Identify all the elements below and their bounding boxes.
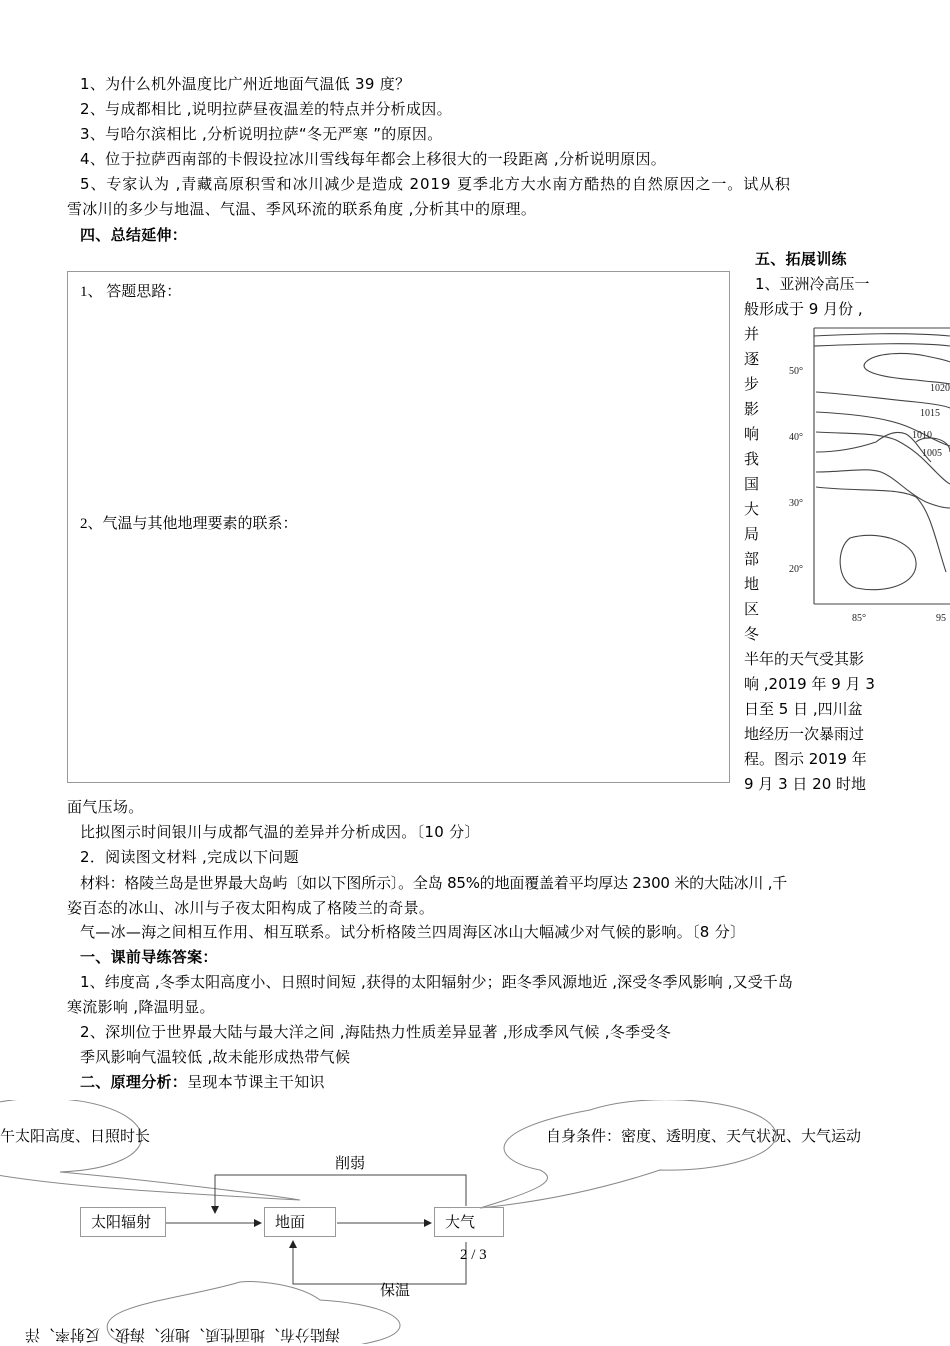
- material-line-2: 姿百态的冰山、冰川与子夜太阳构成了格陵兰的奇景。: [67, 899, 435, 917]
- lat-label: 40°: [789, 432, 803, 443]
- insulate-label: 保温: [380, 1283, 411, 1299]
- right-bubble-outline: [480, 1100, 776, 1208]
- q1-vchar: 部: [744, 550, 760, 568]
- answer-2-line-2: 季风影响气温较低 ,故未能形成热带气候: [80, 1048, 351, 1066]
- isobar-line: [816, 392, 950, 408]
- isobar-closed-low: [840, 535, 916, 589]
- q1-tail-line: 日至 5 日 ,四川盆: [744, 700, 863, 718]
- q1-tail-line: 程。图示 2019 年: [744, 750, 867, 768]
- material-line-1: 材料：格陵兰岛是世界最大岛屿〔如以下图所示〕。全岛 85%的地面覆盖着平均厚达 2300 米的大陆冰川 ,千: [80, 874, 788, 892]
- right-bubble-text: 自身条件：密度、透明度、天气状况、大气运动: [546, 1129, 862, 1145]
- answer-1-line-1: 1、纬度高 ,冬季太阳高度小、日照时间短 ,获得的太阳辐射少；距冬季风源地近 ,深受冬季风影响 ,又受千岛: [80, 973, 793, 991]
- principle-title: [80, 1072, 325, 1092]
- isobar-line: [814, 344, 950, 346]
- section-5-title: 五、拓展训练: [755, 250, 847, 268]
- arrowhead: [254, 1219, 262, 1227]
- summary-item-1: 1、 答题思路：: [80, 284, 182, 300]
- q1-vchar: 地: [744, 575, 760, 593]
- answer-1-line-2: 寒流影响 ,降温明显。: [67, 998, 215, 1016]
- answer-2-line-1: 2、深圳位于世界最大陆与最大洋之间 ,海陆热力性质差异显著 ,形成季风气候 ,冬季受冬: [80, 1023, 672, 1041]
- lon-label: 95: [936, 613, 946, 624]
- isobar-line: [866, 354, 950, 362]
- insulate-arrow: [293, 1242, 466, 1284]
- lat-label: 30°: [789, 498, 803, 509]
- q2-title: 2．阅读图文材料 ,完成以下问题: [80, 848, 299, 866]
- q1-vchar: 我: [744, 450, 760, 468]
- pressure-map: [786, 322, 950, 628]
- pressure-field-line: 面气压场。: [67, 798, 144, 816]
- q1-tail-line: 地经历一次暴雨过: [744, 725, 865, 743]
- weaken-arrow: [215, 1175, 466, 1208]
- q1-vchar: 大: [744, 500, 760, 518]
- weaken-label: 削弱: [335, 1156, 366, 1172]
- question-4: 4、位于拉萨西南部的卡假设拉冰川雪线每年都会上移很大的一段距离 ,分析说明原因。: [80, 150, 667, 168]
- lat-label: 50°: [789, 366, 803, 377]
- q1-vchar: 步: [744, 375, 760, 393]
- principle-label: 二、原理分析：: [80, 1073, 188, 1091]
- principle-text: 呈现本节课主干知识: [187, 1073, 325, 1091]
- ice-sea-question: 气—冰—海之间相互作用、相互联系。试分析格陵兰四周海区冰山大幅减少对气候的影响。〔8 分〕: [80, 923, 746, 941]
- question-5-cont: 雪冰川的多少与地温、气温、季风环流的联系角度 ,分析其中的原理。: [67, 200, 537, 218]
- question-2: 2、与成都相比 ,说明拉萨昼夜温差的特点并分析成因。: [80, 100, 452, 118]
- isobar-label: 1015: [920, 408, 940, 419]
- question-3: 3、与哈尔滨相比 ,分析说明拉萨“冬无严寒 ”的原因。: [80, 125, 443, 143]
- lon-label: 85°: [852, 613, 866, 624]
- arrowhead: [211, 1206, 219, 1214]
- q1-vchar: 冬: [744, 625, 760, 643]
- question-1: 1、为什么机外温度比广州近地面气温低 39 度？: [80, 75, 411, 93]
- left-bubble-outline: [0, 1100, 300, 1200]
- node-atmosphere: 大气: [434, 1207, 504, 1237]
- q1-vchar: 影: [744, 400, 760, 418]
- q1-tail-line: 半年的天气受其影: [744, 650, 865, 668]
- q1-tail-line: 响 ,2019 年 9 月 3: [744, 675, 875, 693]
- q1-vchar: 国: [744, 475, 760, 493]
- node-solar-radiation: 太阳辐射: [80, 1207, 166, 1237]
- isobar-label: 1020: [930, 383, 950, 394]
- compare-question: 比拟图示时间银川与成都气温的差异并分析成因。〔10 分〕: [80, 823, 480, 841]
- isobar-line: [816, 487, 946, 572]
- q1-vchar: 响: [744, 425, 760, 443]
- isobar-line: [814, 334, 950, 336]
- q1-vchar: 区: [744, 600, 760, 618]
- arrowhead: [424, 1219, 432, 1227]
- q1-vchar: 逐: [744, 350, 760, 368]
- lat-label: 20°: [789, 564, 803, 575]
- q1-tail-line: 9 月 3 日 20 时地: [744, 775, 867, 793]
- question-5: 5、专家认为 ,青藏高原积雪和冰川减少是造成 2019 夏季北方大水南方酷热的自然原因之一。试从积: [80, 175, 791, 193]
- q1-intro-line-2: 般形成于 9 月份 ,: [744, 300, 863, 318]
- node-ground: 地面: [264, 1207, 336, 1237]
- q1-vchar: 并: [744, 325, 760, 343]
- bottom-bubble-text: 海陆分布、地面性质、地形、海拔、反射率、洋: [24, 1326, 340, 1342]
- answers-title: 一、课前导练答案：: [80, 948, 218, 966]
- isobar-label: 1005: [922, 448, 942, 459]
- q1-vchar: 局: [744, 525, 760, 543]
- q1-intro-line-1: 1、亚洲冷高压一: [755, 275, 870, 293]
- isobar-line: [864, 362, 950, 384]
- section-4-title: 四、总结延伸：: [80, 226, 188, 244]
- page-number: 2 / 3: [460, 1247, 487, 1263]
- summary-box: [67, 271, 730, 783]
- summary-item-2: 2、气温与其他地理要素的联系：: [80, 516, 298, 532]
- isobar-label: 1010: [912, 430, 932, 441]
- arrowhead: [289, 1240, 297, 1248]
- left-bubble-text: 午太阳高度、日照时长: [0, 1129, 151, 1145]
